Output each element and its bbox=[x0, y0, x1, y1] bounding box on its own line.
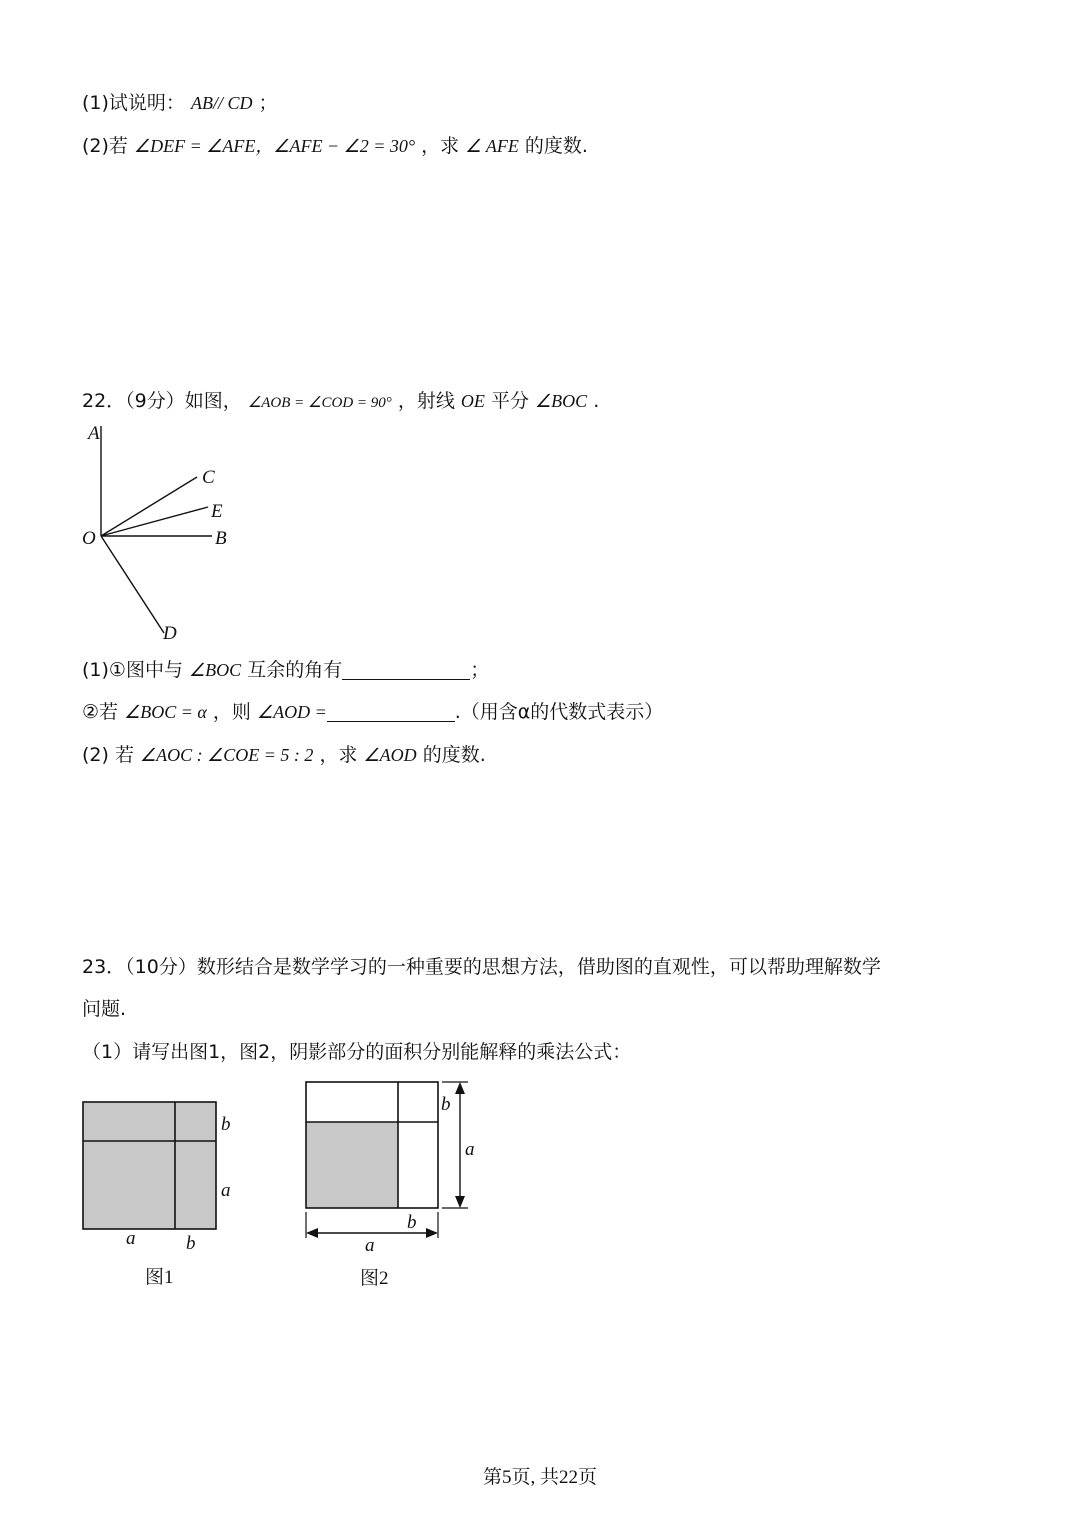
fig2-label-a-right: a bbox=[465, 1139, 475, 1160]
q22-part1-sub2: ②若 ∠BOC = α ，则 ∠AOD = .（用含α的代数式表示） bbox=[82, 701, 664, 723]
q22-header: 22．（9分）如图， ∠AOB = ∠COD = 90° ，射线 OE 平分 ∠BOC . bbox=[82, 390, 600, 412]
q22-part1: (1)①图中与 ∠BOC 互余的角有 ； bbox=[82, 659, 490, 681]
answer-blank-1[interactable] bbox=[342, 659, 470, 680]
fig2-caption: 图2 bbox=[360, 1268, 389, 1289]
angle-figure bbox=[80, 420, 240, 645]
label-D: D bbox=[163, 623, 177, 644]
q23-sub1: （1）请写出图1，图2，阴影部分的面积分别能解释的乘法公式： bbox=[82, 1041, 632, 1063]
fig1-caption: 图1 bbox=[145, 1267, 174, 1288]
q22-header-math: ∠AOB = ∠COD = 90° bbox=[247, 395, 392, 411]
fig1-label-b-right: b bbox=[221, 1114, 231, 1135]
ray-OE bbox=[101, 507, 208, 536]
q23-line1: 23．（10分）数形结合是数学学习的一种重要的思想方法，借助图的直观性，可以帮助理解数学 bbox=[82, 956, 881, 978]
label-E: E bbox=[211, 501, 223, 522]
ray-OD bbox=[101, 536, 164, 633]
fig2-shaded bbox=[306, 1122, 398, 1208]
q21-part2: (2)若 ∠DEF = ∠AFE，∠AFE − ∠2 = 30° ，求 ∠ AFE 的度数. bbox=[82, 135, 588, 157]
q21-part1: (1)试说明： AB// CD ； bbox=[82, 92, 278, 114]
q23-line2: 问题. bbox=[82, 998, 127, 1020]
fig1-label-b-bottom: b bbox=[186, 1233, 196, 1254]
page-footer: 第5页, 共22页 bbox=[482, 1467, 597, 1488]
label-O: O bbox=[82, 528, 96, 549]
figure-1 bbox=[80, 1098, 240, 1293]
q21-part2-math: ∠DEF = ∠AFE，∠AFE − ∠2 = 30° bbox=[133, 136, 416, 156]
ray-OC bbox=[101, 477, 197, 536]
label-C: C bbox=[202, 467, 215, 488]
fig1-square bbox=[83, 1102, 216, 1229]
answer-blank-2[interactable] bbox=[327, 701, 455, 722]
q21-part1-math: AB// CD bbox=[190, 93, 253, 113]
fig1-label-a-right: a bbox=[221, 1180, 231, 1201]
fig2-label-b-bottom: b bbox=[407, 1212, 417, 1233]
label-B: B bbox=[215, 528, 227, 549]
fig2-label-a-bottom: a bbox=[365, 1235, 375, 1256]
fig1-label-a-bottom: a bbox=[126, 1228, 136, 1249]
q21-part2-math2: ∠ AFE bbox=[465, 136, 519, 156]
q22-part2: (2) 若 ∠AOC : ∠COE = 5 : 2 ，求 ∠AOD 的度数. bbox=[82, 744, 486, 766]
fig2-label-b-inner: b bbox=[441, 1094, 451, 1115]
figure-2 bbox=[300, 1076, 490, 1291]
label-A: A bbox=[88, 423, 100, 444]
